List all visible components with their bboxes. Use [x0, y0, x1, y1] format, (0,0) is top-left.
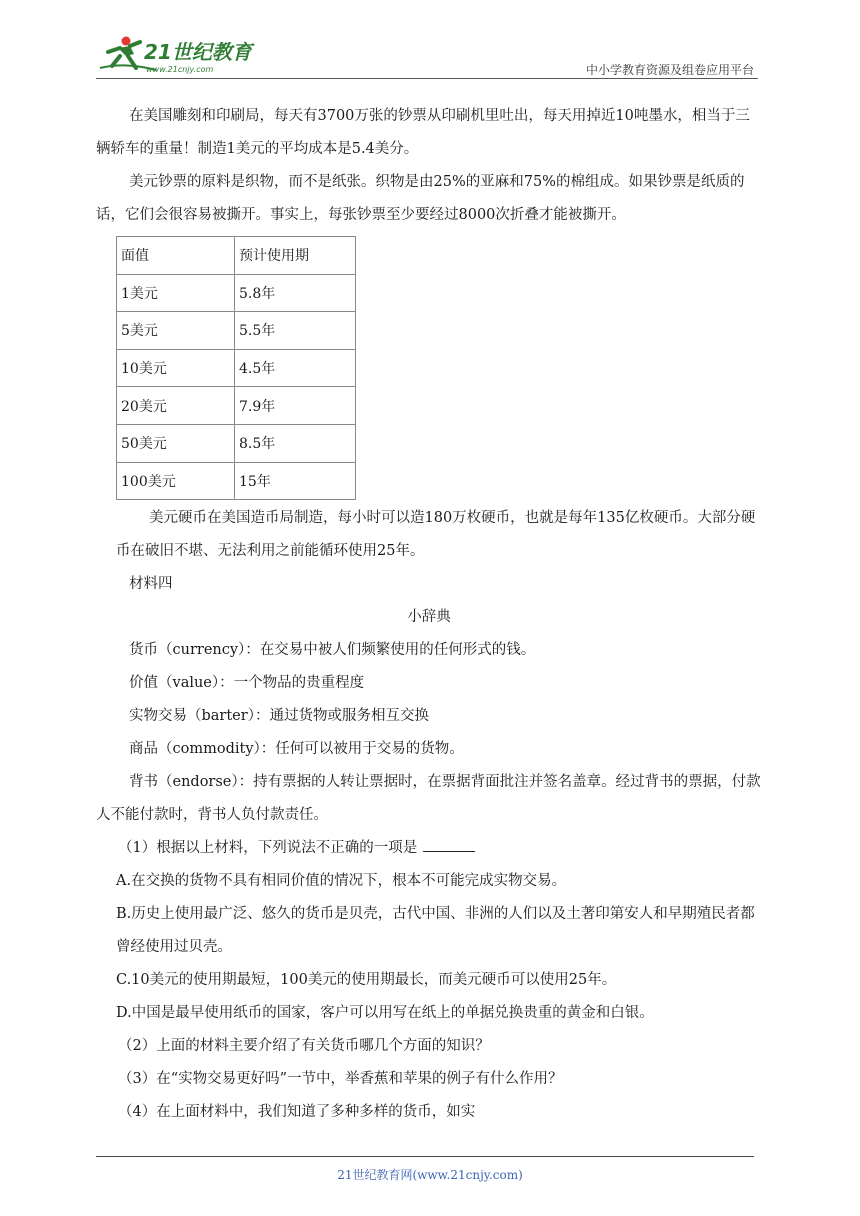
dictionary-entry: 货币（currency）：在交易中被人们频繁使用的任何形式的钱。	[129, 642, 536, 659]
table-cell: 5.8年	[235, 274, 356, 312]
table-cell: 15年	[235, 462, 356, 500]
table-row	[117, 312, 356, 350]
question-1	[96, 832, 762, 865]
table-cell: 10美元	[117, 349, 235, 387]
answer-blank[interactable]	[423, 837, 475, 852]
option-b: B.历史上使用最广泛、悠久的货币是贝壳，古代中国、非洲的人们以及土著印第安人和早期殖民者都曾经使用过贝壳。	[116, 906, 755, 956]
dictionary-entry: 价值（value）：一个物品的贵重程度	[129, 675, 365, 692]
table-header-row	[117, 237, 356, 275]
option-c: C.10美元的使用期最短，100美元的使用期最长，而美元硬币可以使用25年。	[116, 972, 617, 989]
table-cell: 4.5年	[235, 349, 356, 387]
platform-name: 中小学教育资源及组卷应用平台	[585, 63, 754, 77]
table-header-cell: 面值	[117, 237, 235, 275]
option-d: D.中国是最早使用纸币的国家，客户可以用写在纸上的单据兑换贵重的黄金和白银。	[116, 1005, 654, 1022]
dictionary-entry: 商品（commodity）：任何可以被用于交易的货物。	[129, 741, 464, 758]
table-header-cell: 预计使用期	[235, 237, 356, 275]
dictionary-title: 小辞典	[407, 609, 451, 626]
table-cell: 20美元	[117, 387, 235, 425]
table-cell: 5.5年	[235, 312, 356, 350]
site-logo	[96, 32, 256, 76]
paragraph-bureau: 在美国雕刻和印刷局，每天有3700万张的钞票从印刷机里吐出，每天用掉近10吨墨水，相当于三辆轿车的重量！制造1美元的平均成本是5.4美分。	[96, 108, 750, 157]
table-row	[117, 349, 356, 387]
question-1-text: （1）根据以上材料，下列说法不正确的一项是	[118, 840, 418, 857]
footer-divider	[96, 1156, 754, 1157]
table-cell: 7.9年	[235, 387, 356, 425]
table-cell: 100美元	[117, 462, 235, 500]
svg-text:www.21cnjy.com: www.21cnjy.com	[146, 65, 214, 74]
banknote-lifespan-table	[116, 236, 356, 500]
table-row	[117, 387, 356, 425]
table-cell: 50美元	[117, 424, 235, 462]
document-body	[96, 100, 762, 1129]
footer-source: 21世纪教育网(www.21cnjy.com)	[337, 1168, 523, 1182]
svg-text:21世纪教育: 21世纪教育	[144, 40, 252, 64]
question-4: （4）在上面材料中，我们知道了多种多样的货币，如实	[118, 1104, 476, 1121]
dictionary-entry: 背书（endorse）：持有票据的人转让票据时，在票据背面批注并签名盖章。经过背书的票据，付款人不能付款时，背书人负付款责任。	[96, 774, 761, 824]
page-header	[96, 32, 758, 79]
table-cell: 1美元	[117, 274, 235, 312]
material-four-label: 材料四	[129, 576, 173, 593]
table-row	[117, 462, 356, 500]
question-2: （2）上面的材料主要介绍了有关货币哪几个方面的知识？	[118, 1038, 490, 1055]
table-cell: 8.5年	[235, 424, 356, 462]
table-row	[117, 424, 356, 462]
question-3: （3）在“实物交易更好吗”一节中，举香蕉和苹果的例子有什么作用？	[118, 1071, 563, 1088]
option-a: A.在交换的货物不具有相同价值的情况下，根本不可能完成实物交易。	[116, 873, 567, 890]
table-cell: 5美元	[117, 312, 235, 350]
table-row	[117, 274, 356, 312]
paragraph-material: 美元钞票的原料是织物，而不是纸张。织物是由25%的亚麻和75%的棉组成。如果钞票是纸质的话，它们会很容易被撕开。事实上，每张钞票至少要经过8000次折叠才能被撕开。	[96, 174, 745, 223]
dictionary-entry: 实物交易（barter）：通过货物或服务相互交换	[129, 708, 429, 725]
paragraph-coins: 美元硬币在美国造币局制造，每小时可以造180万枚硬币，也就是每年135亿枚硬币。大部分硬币在破旧不堪、无法利用之前能循环使用25年。	[116, 510, 756, 560]
